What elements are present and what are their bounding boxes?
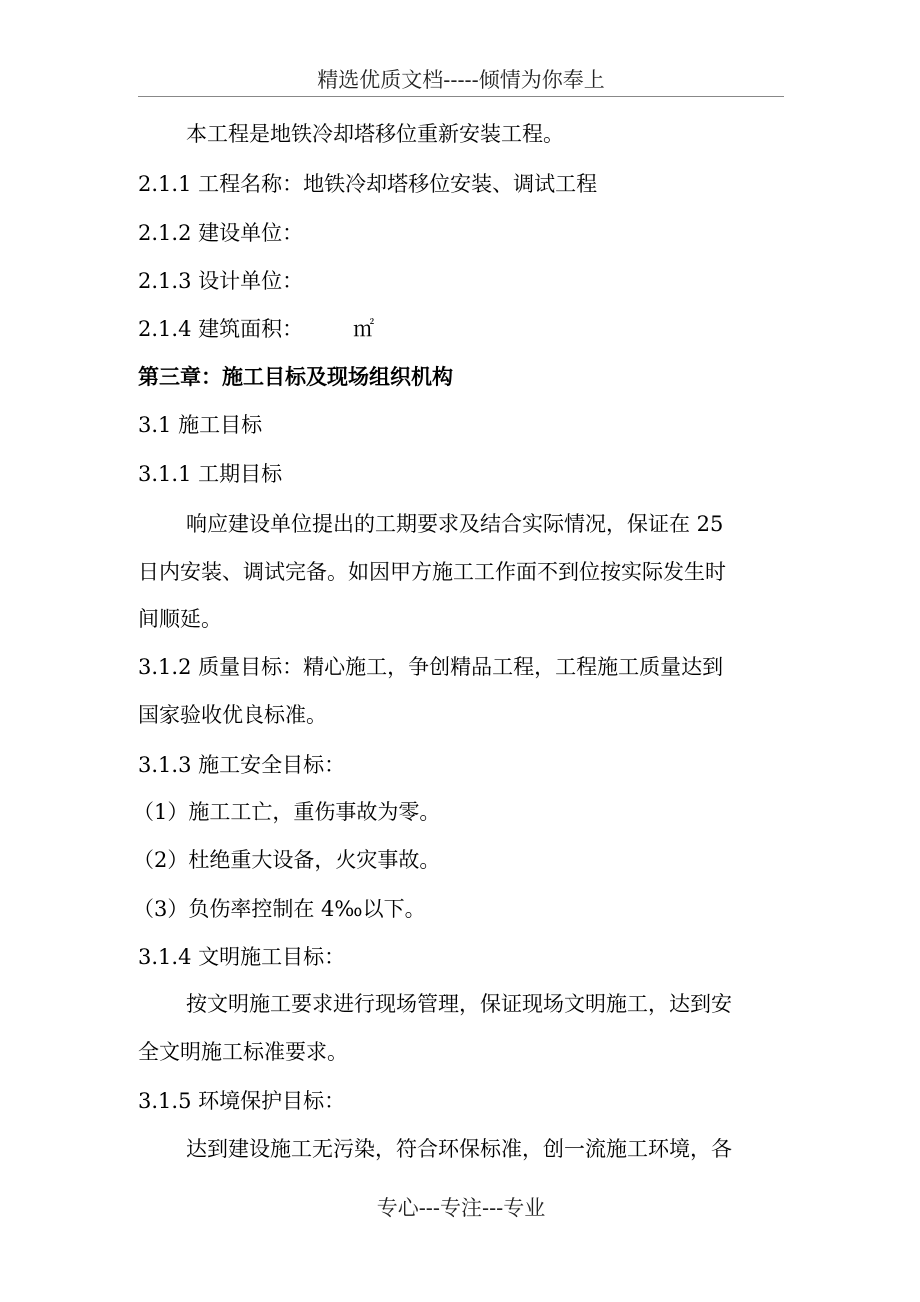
item-2-1-4 <box>138 314 374 344</box>
item-3-1-5: 3.1.5 环境保护目标： <box>138 1089 346 1113</box>
item-3-1-2-line-2: 国家验收优良标准。 <box>138 703 327 727</box>
item-3-1-2-line-1: 3.1.2 质量目标：精心施工，争创精品工程，工程施工质量达到 <box>138 655 724 679</box>
item-2-1-1: 2.1.1 工程名称：地铁冷却塔移位安装、调试工程 <box>138 172 598 196</box>
environment-paragraph-line-1: 达到建设施工无污染，符合环保标准，创一流施工环境，各 <box>186 1137 732 1161</box>
civilized-paragraph-line-1: 按文明施工要求进行现场管理，保证现场文明施工，达到安 <box>186 992 732 1016</box>
civilized-paragraph-line-2: 全文明施工标准要求。 <box>138 1040 348 1064</box>
schedule-paragraph-line-3: 间顺延。 <box>138 607 222 631</box>
item-3-1-4: 3.1.4 文明施工目标： <box>138 945 346 969</box>
item-2-1-4-label: 2.1.4 建筑面积： <box>138 317 304 341</box>
item-3-1-3: 3.1.3 施工安全目标： <box>138 753 346 777</box>
intro-paragraph: 本工程是地铁冷却塔移位重新安装工程。 <box>186 122 564 146</box>
header-divider <box>138 96 784 97</box>
page-footer: 专心---专注---专业 <box>376 1196 546 1220</box>
chapter-3-heading: 第三章：施工目标及现场组织机构 <box>138 364 453 389</box>
section-3-1: 3.1 施工目标 <box>138 413 263 437</box>
item-2-1-3: 2.1.3 设计单位： <box>138 269 304 293</box>
schedule-paragraph-line-1: 响应建设单位提出的工期要求及结合实际情况，保证在 25 <box>186 512 724 536</box>
item-2-1-2: 2.1.2 建设单位： <box>138 221 304 245</box>
page-header: 精选优质文档-----倾情为你奉上 <box>317 68 605 92</box>
safety-item-2: （2）杜绝重大设备，火灾事故。 <box>133 848 441 872</box>
item-3-1-1: 3.1.1 工期目标 <box>138 462 283 486</box>
safety-item-3: （3）负伤率控制在 4‰以下。 <box>133 897 426 921</box>
area-unit: ㎡ <box>353 317 375 341</box>
safety-item-1: （1）施工工亡，重伤事故为零。 <box>133 800 441 824</box>
schedule-paragraph-line-2: 日内安装、调试完备。如因甲方施工工作面不到位按实际发生时 <box>138 560 726 584</box>
